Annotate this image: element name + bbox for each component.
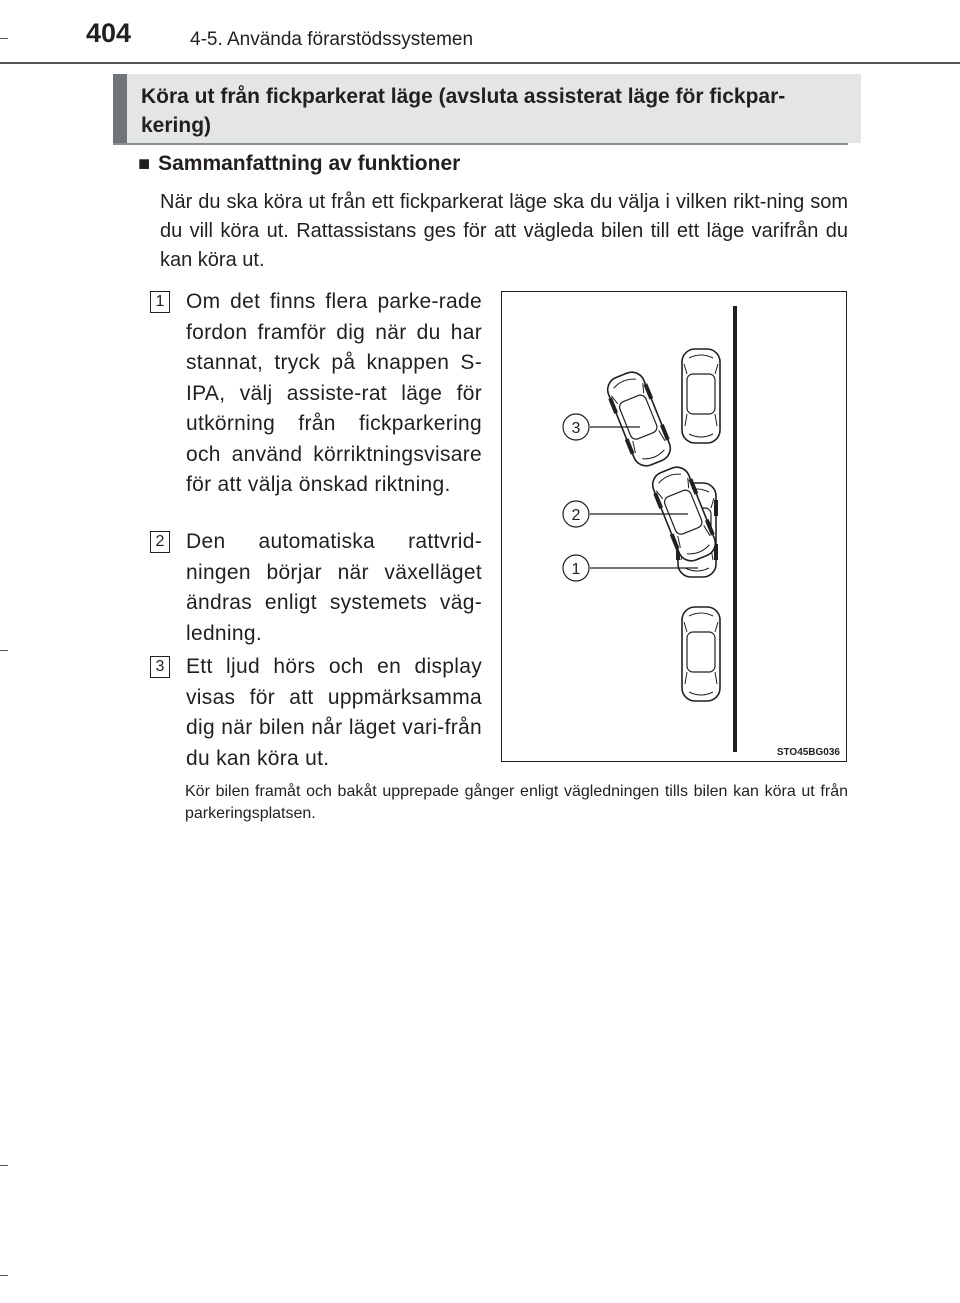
step-text: Om det finns flera parke-rade fordon framför dig när du har stannat, tryck på knappen S-IPA, välj assiste-rat läge för utkörning från fickparkering och använd körriktningsvisare för att välja önskad riktning. [186,290,482,496]
crop-mark [0,1165,8,1166]
figure-code: STO45BG036 [776,747,840,758]
square-bullet-icon: ■ [138,153,151,175]
footnote: Kör bilen framåt och bakåt upprepade gånger enligt vägledningen tills bilen kan köra ut från parkeringsplatsen. [185,783,848,822]
chapter-title: 4-5. Använda förarstödssystemen [190,29,474,50]
own-car-position-3-icon [602,368,676,471]
callout-label: 3 [571,420,581,437]
header-rule [0,62,960,64]
callout-label: 1 [571,561,581,578]
curb-line [733,306,737,752]
crop-mark [0,38,8,39]
step-number-badge: 3 [150,656,170,678]
section-underline [113,143,848,145]
subsection-heading [138,152,460,176]
parked-car-front-icon [682,349,720,443]
callout-label: 2 [571,507,581,524]
step-text: Den automatiska rattvrid-ningen börjar när växelläget ändras enligt systemets väg-ledning. [186,530,482,645]
section-heading-box [113,74,861,143]
crop-mark [0,650,8,651]
step-number-badge: 2 [150,531,170,553]
parking-illustration [501,291,847,762]
page-number: 404 [86,18,132,48]
parked-car-rear-icon [682,607,720,701]
step-text: Ett ljud hörs och en display visas för att uppmärksamma dig när bilen når läget vari-från du kan köra ut. [186,655,482,770]
parking-diagram [502,292,848,763]
section-title: Köra ut från fickparkerat läge (avsluta assisterat läge för fickpar-kering) [141,85,786,137]
subsection-title: Sammanfattning av funktioner [158,152,461,175]
step-number-badge: 1 [150,291,170,313]
crop-mark [0,1275,8,1276]
intro-paragraph: När du ska köra ut från ett fickparkerat läge ska du välja i vilken rikt-ning som du vill köra ut. Rattassistans ges för att vägleda bilen till ett läge varifrån du kan köra ut. [160,191,848,271]
